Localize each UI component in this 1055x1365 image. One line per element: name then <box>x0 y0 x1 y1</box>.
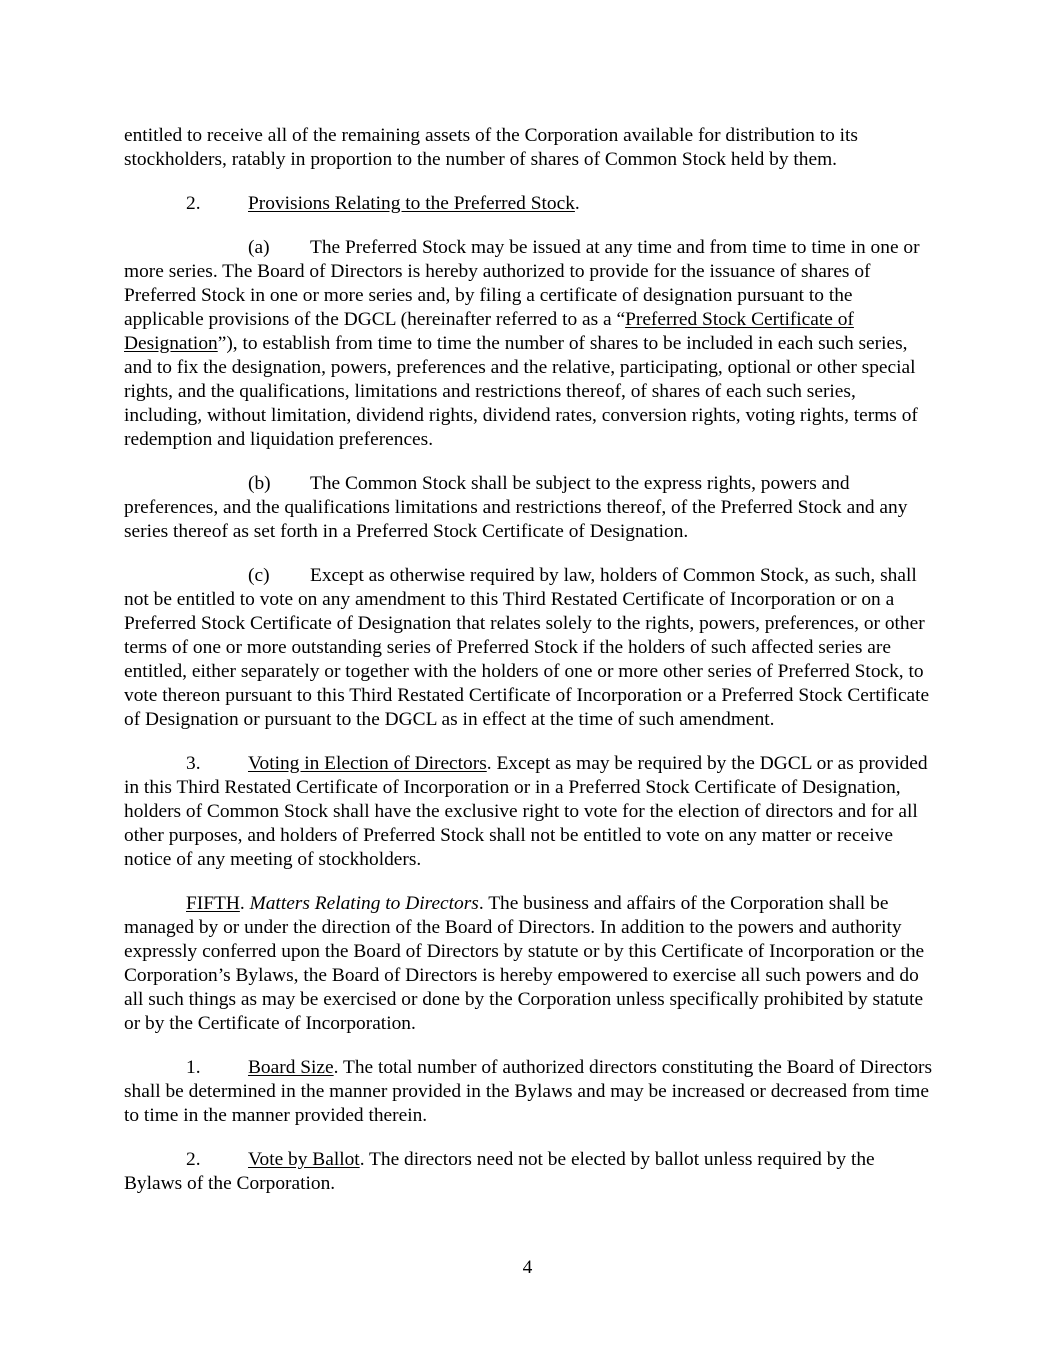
text-run: . The total number of authorized directors constituting the Board of Directors shall be determined in the manner provided in the Bylaws and may be increased or decreased from time to time in the manner provided therein. <box>124 1057 933 1126</box>
section-number: (b) <box>248 473 271 494</box>
section-heading: Board Size <box>248 1057 334 1078</box>
section-number: 2. <box>186 1149 201 1170</box>
text-run: Except as otherwise required by law, holders of Common Stock, as such, shall not be entitled to vote on any amendment to this Third Restated Certificate of Incorporation or on a Preferred Stock Certificate of Designation that relates solely to the rights, powers, preferences, or other terms of one or more outstanding series of Preferred Stock if the holders of such affected series are entitled, either separately or together with the holders of one or more other series of Preferred Stock, to vote thereon pursuant to this Third Restated Certificate of Incorporation or a Preferred Stock Certificate of Designation or pursuant to the DGCL as in effect at the time of such amendment. <box>124 565 930 730</box>
paragraph <box>124 472 936 544</box>
section-number: (a) <box>248 237 270 258</box>
text-run: . <box>574 193 580 214</box>
text-run: The Preferred Stock may be issued at any time and from time to time in one or more series. The Board of Directors is hereby authorized to provide for the issuance of shares of Preferred Stock in one or more series and, by filing a certificate of designation pursuant to the applicable provisions of the DGCL (hereinafter referred to as a “ <box>124 237 920 330</box>
paragraph <box>124 1056 936 1128</box>
text-run: . <box>239 893 250 914</box>
paragraph <box>124 564 936 732</box>
page-number: 4 <box>522 1257 533 1278</box>
section-heading: Preferred Stock Certificate of Designation <box>124 309 854 354</box>
text-run: . Except as may be required by the DGCL or as provided in this Third Restated Certificate of Incorporation or in a Preferred Stock Certificate of Designation, holders of Common Stock shall have the exclusive right to vote for the election of directors and for all other purposes, and holders of Preferred Stock shall not be entitled to vote on any matter or receive notice of any meeting of stockholders. <box>124 753 928 870</box>
section-number: (c) <box>248 565 270 586</box>
text-run: . The directors need not be elected by ballot unless required by the Bylaws of the Corporation. <box>124 1149 875 1194</box>
text-run: entitled to receive all of the remaining assets of the Corporation available for distribution to its stockholders, ratably in proportion to the number of shares of Common Stock held by them. <box>124 125 858 170</box>
section-number: 3. <box>186 753 201 774</box>
section-number: 2. <box>186 193 201 214</box>
paragraph <box>124 892 936 1036</box>
paragraph <box>124 236 936 452</box>
text-run: . The business and affairs of the Corporation shall be managed by or under the direction of the Board of Directors. In addition to the powers and authority expressly conferred upon the Board of Directors by statute or by this Certificate of Incorporation or the Corporation’s Bylaws, the Board of Directors is hereby empowered to exercise all such powers and do all such things as may be exercised or done by the Corporation unless specifically prohibited by statute or by the Certificate of Incorporation. <box>124 893 925 1034</box>
paragraph <box>124 1148 936 1196</box>
paragraph <box>124 752 936 872</box>
paragraph <box>124 192 936 216</box>
section-number: 1. <box>186 1057 201 1078</box>
section-heading: Voting in Election of Directors <box>248 753 487 774</box>
italic-heading: Matters Relating to Directors <box>249 893 479 914</box>
section-heading: Provisions Relating to the Preferred Stock <box>248 193 575 214</box>
section-heading: FIFTH <box>186 893 240 914</box>
document-body <box>124 124 936 1216</box>
paragraph <box>124 124 936 172</box>
text-run: ”), to establish from time to time the number of shares to be included in each such series, and to fix the designation, powers, preferences and the relative, participating, optional or other special rights, and the qualifications, limitations and restrictions thereof, of shares of each such series, including, without limitation, dividend rights, dividend rates, conversion rights, voting rights, terms of redemption and liquidation preferences. <box>124 333 918 450</box>
section-heading: Vote by Ballot <box>248 1149 360 1170</box>
text-run: The Common Stock shall be subject to the express rights, powers and preferences, and the qualifications limitations and restrictions thereof, of the Preferred Stock and any series thereof as set forth in a Preferred Stock Certificate of Designation. <box>124 473 908 542</box>
